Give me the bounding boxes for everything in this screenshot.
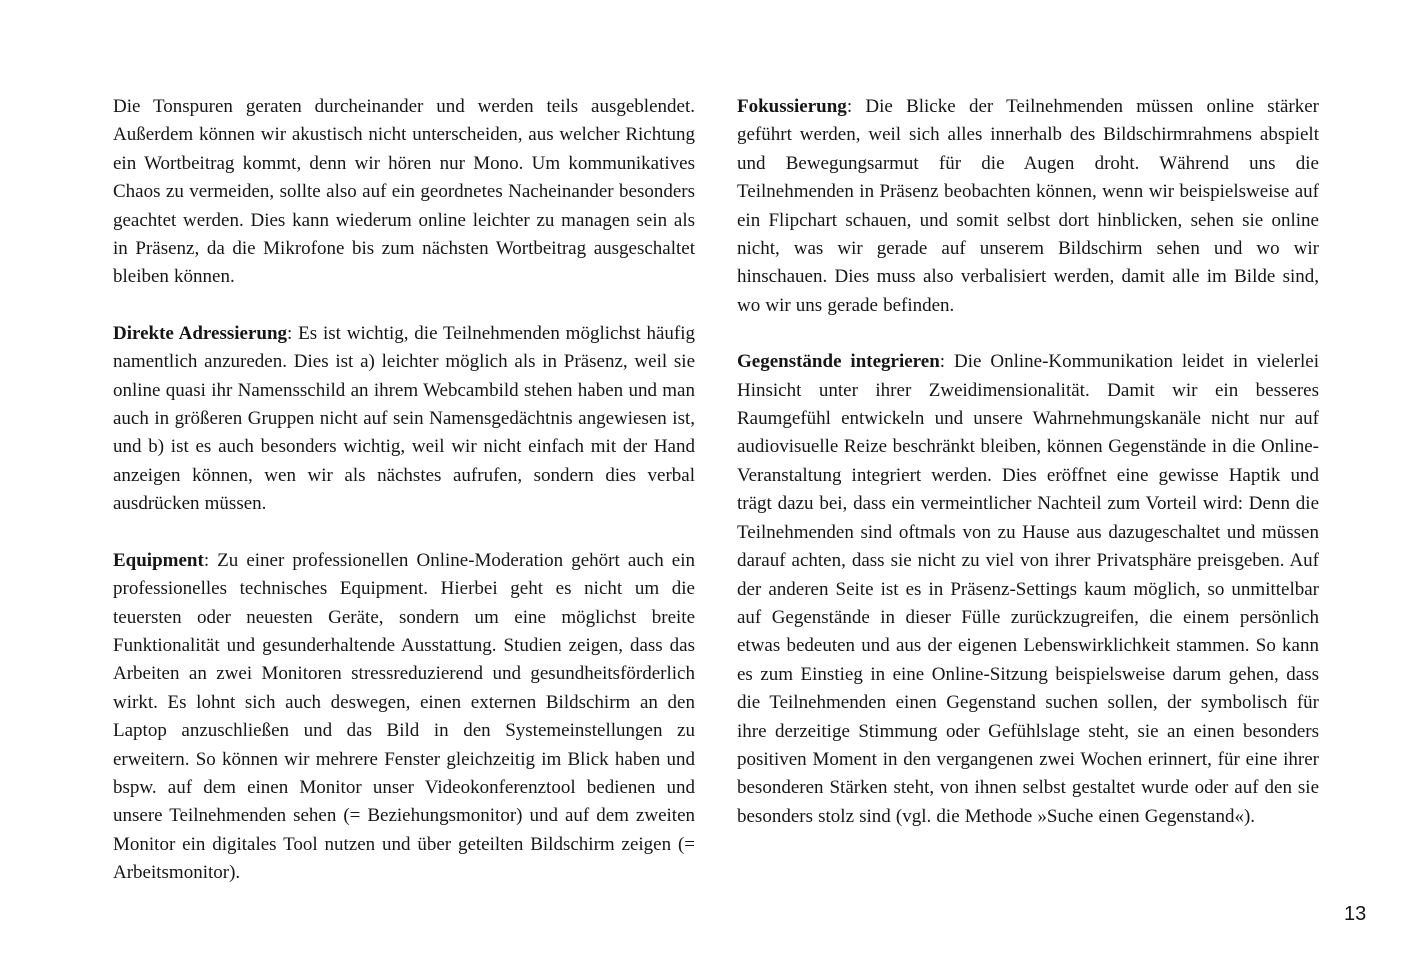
- paragraph-direkte-adressierung: [113, 320, 695, 519]
- left-column: [113, 93, 695, 916]
- right-column: [737, 93, 1319, 916]
- page-number: 13: [1344, 903, 1367, 925]
- paragraph-lead-label: Fokussierung: [737, 96, 847, 117]
- paragraph-lead-label: Direkte Adressierung: [113, 322, 288, 344]
- paragraph-gegenstaende-integrieren: [737, 348, 1319, 831]
- paragraph-lead-label: Equipment: [113, 549, 204, 571]
- paragraph-text: Die Tonspuren geraten durcheinander und werden teils ausgeblendet. Außerdem können wir akustisch nicht unterscheiden, aus welcher Richtung ein Wortbeitrag kommt, denn wir hören nur Mono. Um kommunikatives Chaos zu vermeiden, sollte also auf ein geordnetes Nacheinander besonders geachtet werden. Dies kann wiederum online leichter zu managen sein als in Präsenz, da die Mikrofone bis zum nächsten Wortbeitrag ausgeschaltet bleiben können.: [113, 96, 695, 288]
- paragraph-fokussierung: [737, 93, 1319, 320]
- paragraph-equipment: [113, 547, 695, 888]
- paragraph-text: : Zu einer professionellen Online-Moderation gehört auch ein professionelles technisches Equipment. Hierbei geht es nicht um die teuersten oder neuesten Geräte, sondern um eine möglichst breite Funktionalität und gesunderhaltende Ausstattung. Studien zeigen, dass das Arbeiten an zwei Monitoren stressreduzierend und gesundheitsförderlich wirkt. Es lohnt sich auch deswegen, einen externen Bildschirm an den Laptop anzuschließen und das Bild in den Systemeinstellungen zu erweitern. So können wir mehrere Fenster gleichzeitig im Blick haben und bspw. auf dem einen Monitor unser Videokonferenztool bedienen und unsere Teilnehmenden sehen (= Beziehungsmonitor) und auf dem zweiten Monitor ein digitales Tool nutzen und über geteilten Bildschirm zeigen (= Arbeitsmonitor).: [113, 549, 695, 884]
- paragraph-text: : Die Online-Kommunikation leidet in vielerlei Hinsicht unter ihrer Zweidimensionalität. Damit wir ein besseres Raumgefühl entwickeln und unsere Wahrnehmungskanäle nicht nur auf audiovisuelle Reize beschränkt bleiben, können Gegenstände in die Online-Veranstaltung integriert werden. Dies eröffnet eine gewisse Haptik und trägt dazu bei, dass ein vermeintlicher Nachteil zum Vorteil wird: Denn die Teilnehmenden sind oftmals von zu Hause aus dazugeschaltet und müssen darauf achten, dass sie nicht zu viel von ihrer Privatsphäre preisgeben. Auf der anderen Seite ist es in Präsenz-Settings kaum möglich, so unmittelbar auf Gegenstände in dieser Fülle zurückzugreifen, die einem persönlich etwas bedeuten und aus der eigenen Lebenswirklichkeit stammen. So kann es zum Einstieg in eine Online-Sitzung beispielsweise darum gehen, dass die Teilnehmenden einen Gegenstand suchen sollen, der symbolisch für ihre derzeitige Stimmung oder Gefühlslage steht, sie an einen besonders positiven Moment in den vergangenen zwei Wochen erinnert, für eine ihrer besonderen Stärken steht, von ihnen selbst gestaltet wurde oder auf den sie besonders stolz sind (vgl. die Methode »Suche einen Gegenstand«).: [737, 351, 1319, 827]
- paragraph-lead-label: Gegenstände integrieren: [737, 351, 940, 373]
- paragraph-tonspuren: [113, 93, 695, 292]
- paragraph-text: : Es ist wichtig, die Teilnehmenden möglichst häufig namentlich anzureden. Dies ist a) leichter möglich als in Präsenz, weil sie online quasi ihr Namensschild an ihrem Webcambild stehen haben und man auch in größeren Gruppen nicht auf sein Namensgedächtnis angewiesen ist, und b) ist es auch besonders wichtig, weil wir nicht einfach mit der Hand anzeigen können, wen wir als nächstes aufrufen, sondern dies verbal ausdrücken müssen.: [113, 322, 695, 515]
- paragraph-text: : Die Blicke der Teilnehmenden müssen online stärker geführt werden, weil sich alles innerhalb des Bildschirmrahmens abspielt und Bewegungsarmut für die Augen droht. Während uns die Teilnehmenden in Präsenz beobachten können, wenn wir beispielsweise auf ein Flipchart schauen, und somit selbst dort hinblicken, sehen sie online nicht, was wir gerade auf unserem Bildschirm sehen und wo wir hinschauen. Dies muss also verbalisiert werden, damit alle im Bilde sind, wo wir uns gerade befinden.: [737, 96, 1319, 316]
